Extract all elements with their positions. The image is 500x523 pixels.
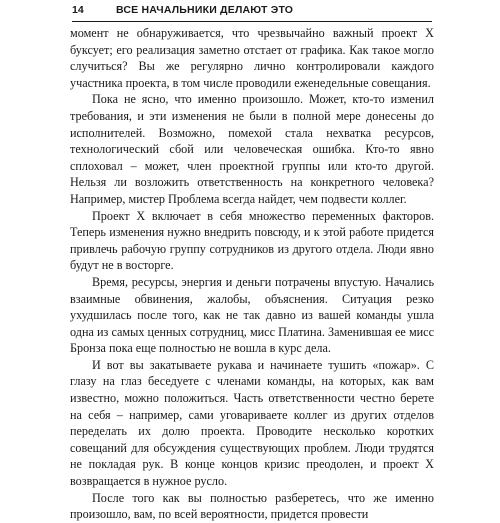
running-head [72, 3, 432, 22]
body-text [70, 25, 434, 523]
page-number: 14 [72, 4, 84, 16]
book-title: ВСЕ НАЧАЛЬНИКИ ДЕЛАЮТ ЭТО [116, 4, 294, 16]
paragraph: После того как вы полностью разберетесь, что же именно произошло, вам, по всей вероятности, придется провести [70, 490, 434, 522]
paragraph: Проект X включает в себя множество переменных факторов. Теперь изменения нужно внедрить повсюду, и к этой работе придется привлечь рабочую группу сотрудников из другого отдела. Люди явно будут не в восторге. [70, 208, 434, 273]
paragraph: И вот вы закатываете рукава и начинаете тушить «пожар». С глазу на глаз беседуете с членами команды, на которых, как вам известно, можно положиться. Часть ответственности честно берете на себя – например, сами уговариваете коллег из других отделов переделать их долю проекта. Проводите несколько коротких совещаний для обсуждения существующих проблем. Люди трудятся не покладая рук. В конце концов кризис преодолен, и проект X возвращается в нужное русло. [70, 357, 434, 489]
paragraph-continued: момент не обнаруживается, что чрезвычайно важный проект X буксует; его реализация заметно отстает от графика. Как такое могло случиться? Вы же регулярно лично контролировали каждого участника проекта, в том числе проводили еженедельные совещания. [70, 26, 434, 90]
paragraph: Пока не ясно, что именно произошло. Может, кто-то изменил требования, и эти изменения не были в полной мере донесены до исполнителей. Возможно, помехой стала нехватка ресурсов, технологический сбой или человеческая ошибка. Кто-то явно сплоховал – может, член проектной группы или кто-то другой. Нельзя ли возложить ответственность на конкретного человека? Например, мистер Проблема всегда найдет, чем подвести коллег. [70, 92, 434, 206]
paragraph: Время, ресурсы, энергия и деньги потрачены впустую. Начались взаимные обвинения, жалобы, объяснения. Ситуация резко ухудшилась после того, как не так давно из вашей команды ушла одна из самых ценных сотрудниц, мисс Платина. Заменившая ее мисс Бронза пока еще полностью не вошла в курс дела. [70, 274, 434, 356]
